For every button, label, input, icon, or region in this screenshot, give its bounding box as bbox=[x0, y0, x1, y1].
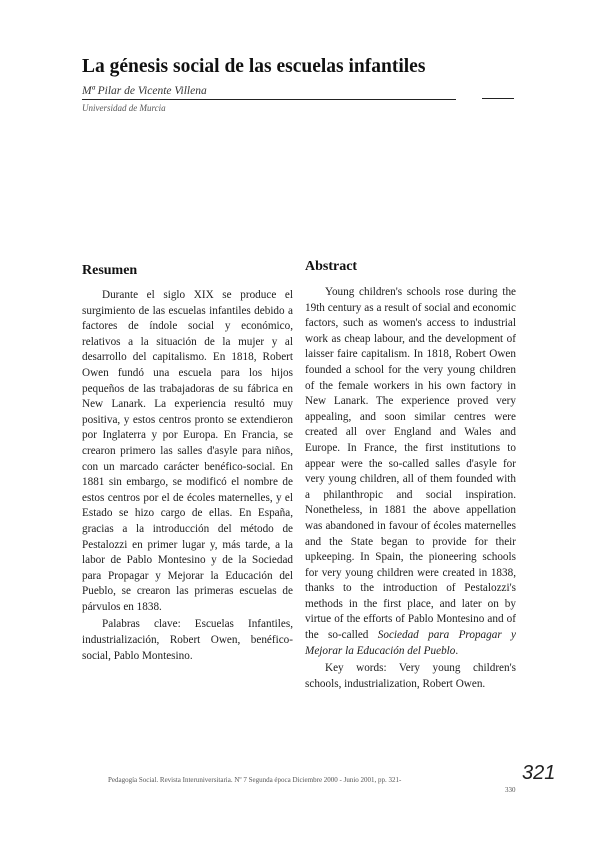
resumen-keywords bbox=[82, 617, 293, 664]
author-affiliation: Universidad de Murcia bbox=[82, 103, 166, 113]
abstract-body-main: Young children's schools rose during the 19th century as a result of social and economic factors, such as women's access to industrial work as cheap labour, and the development of laisser faire capitalism. In 1818, Robert Owen founded a school for the very young children of the female workers in his own factory in New Lanark. The experience proved very appealing, and soon similar centres were created all over England and Wales and Europe. In France, the first institutions to appear were the so-called salles d'asyle for very young children, all of them founded with a philanthropic and social inspiration. Nonetheless, in 1881 the above appellation was abandoned in favour of écoles maternelles and the State began to provide for their upkeeping. In Spain, the pioneering schools for very young children were created in 1838, thanks to the introduction of Pestalozzi's methods in the first place, and later on by virtue of the efforts of Pablo Montesino and of the so-called bbox=[305, 286, 516, 642]
abstract-body-end: . bbox=[455, 644, 459, 657]
header-rule bbox=[482, 98, 514, 99]
resumen-keywords-text: Escuelas Infantiles, industrialización, Robert Owen, benéfico-social, Pablo Montesino. bbox=[82, 618, 294, 662]
abstract-heading: Abstract bbox=[305, 259, 358, 274]
resumen-section bbox=[82, 262, 293, 664]
abstract-body bbox=[305, 285, 516, 659]
resumen-keywords-label: Palabras clave: bbox=[102, 618, 181, 631]
citation-page-end: 330 bbox=[505, 786, 516, 794]
article-title: La génesis social de las escuelas infantiles bbox=[82, 56, 426, 77]
resumen-heading: Resumen bbox=[82, 263, 138, 278]
page-number: 321 bbox=[522, 762, 556, 784]
abstract-society-name: Sociedad para Propagar y Mejorar la Educación del Pueblo bbox=[305, 629, 516, 657]
journal-citation: Pedagogía Social. Revista Interuniversitaria. Nº 7 Segunda época Diciembre 2000 - Junio 2001, pp. 321- bbox=[108, 776, 402, 784]
resumen-body: Durante el siglo XIX se produce el surgimiento de las escuelas infantiles debido a factores de índole social y económico, relativos a la situación de la mujer y al desarrollo del capitalismo. En 1818, Robert Owen fundó una escuela para los hijos pequeños de las trabajadoras de su fábrica en New Lanark. La experiencia resultó muy positiva, y estos centros pronto se extendieron por Inglaterra y por Europa. En Francia, se crearon primero las salles d'asyle para niños, con un marcado carácter benéfico-social. En 1881 sin embargo, se modificó el nombre de estos centros por el de écoles maternelles, y el Estado se hizo cargo de ellas. En España, gracias a la introducción del método de Pestalozzi en primer lugar y, más tarde, a la labor de Pablo Montesino y de la Sociedad para Propagar y Mejorar la Educación del Pueblo, se crearon las primeras escuelas de párvulos en 1838. bbox=[82, 289, 293, 613]
abstract-section bbox=[305, 258, 516, 692]
abstract-keywords-text: Very young children's schools, industrialization, Robert Owen. bbox=[305, 662, 516, 690]
abstract-keywords bbox=[305, 661, 516, 692]
article-author: Mª Pilar de Vicente Villena bbox=[82, 84, 456, 100]
abstract-keywords-label: Key words: bbox=[325, 662, 387, 675]
